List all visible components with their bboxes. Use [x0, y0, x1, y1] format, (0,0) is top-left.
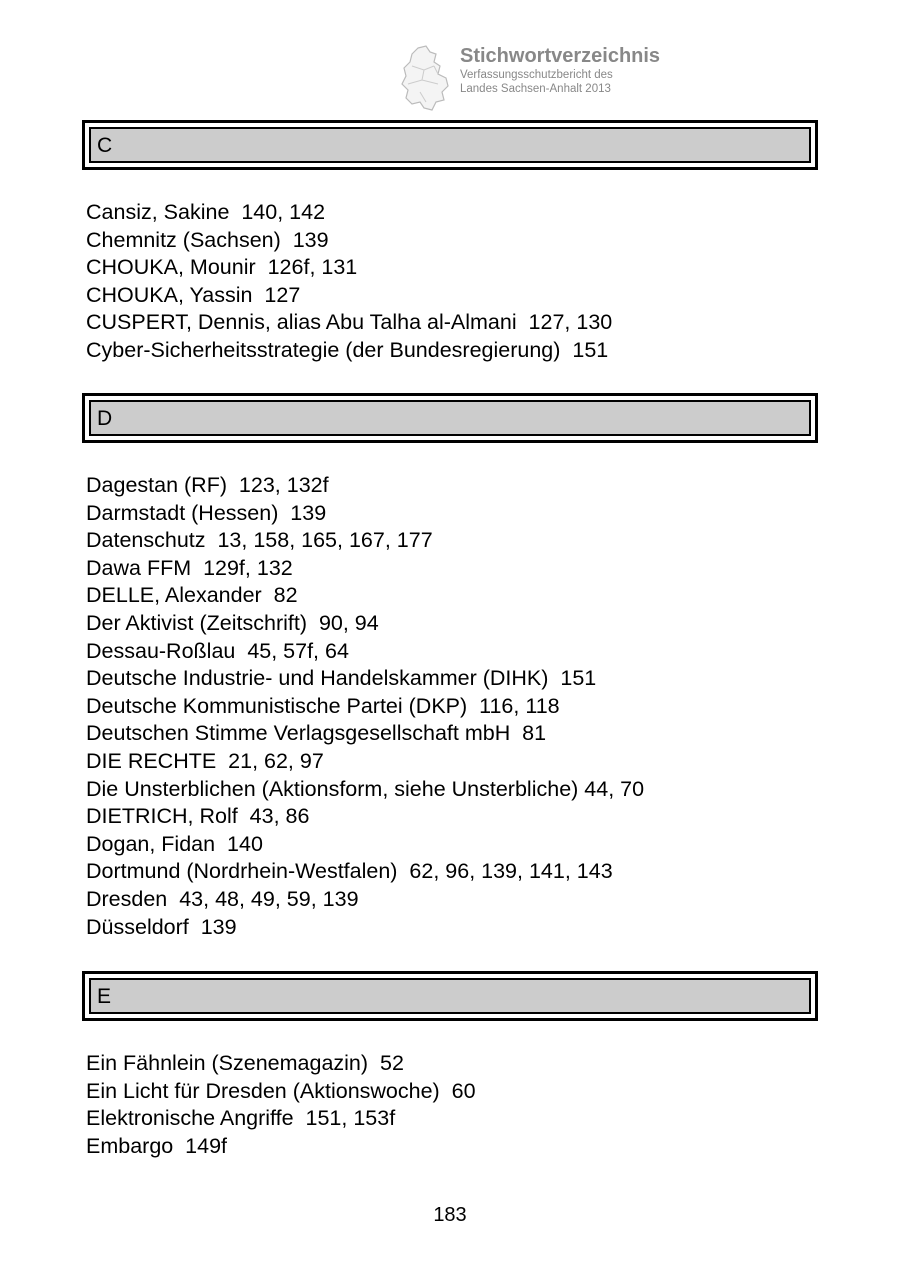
section-header-c	[82, 120, 818, 170]
header-subtitle-line1: Verfassungsschutzbericht des	[460, 69, 613, 81]
section-letter: D	[97, 407, 113, 430]
index-entry: CHOUKA, Mounir 126f, 131	[86, 255, 358, 280]
index-entry: Elektronische Angriffe 151, 153f	[86, 1106, 396, 1131]
section-header-bar	[89, 127, 811, 163]
index-entry: Deutschen Stimme Verlagsgesellschaft mbH 81	[86, 721, 547, 746]
index-entry: Dogan, Fidan 140	[86, 831, 263, 856]
index-entry: Embargo 149f	[86, 1133, 228, 1158]
index-entry: Düsseldorf 139	[86, 914, 237, 939]
index-list-c	[86, 199, 612, 365]
index-entry: Dresden 43, 48, 49, 59, 139	[86, 886, 359, 911]
section-header-d	[82, 393, 818, 443]
section-header-bar	[89, 978, 811, 1014]
page-number: 183	[433, 1204, 467, 1226]
index-entry: DELLE, Alexander 82	[86, 583, 298, 608]
index-entry: CUSPERT, Dennis, alias Abu Talha al-Almani 127, 130	[86, 310, 613, 335]
index-entry: Der Aktivist (Zeitschrift) 90, 94	[86, 610, 379, 635]
index-entry: Deutsche Kommunistische Partei (DKP) 116, 118	[86, 693, 560, 718]
section-letter: E	[97, 985, 112, 1008]
index-entry: Chemnitz (Sachsen) 139	[86, 227, 329, 252]
index-entry: DIETRICH, Rolf 43, 86	[86, 804, 310, 829]
index-entry: Ein Licht für Dresden (Aktionswoche) 60	[86, 1078, 476, 1103]
index-entry: DIE RECHTE 21, 62, 97	[86, 748, 324, 773]
index-entry: Cyber-Sicherheitsstrategie (der Bundesregierung) 151	[86, 337, 609, 362]
index-entry: Dortmund (Nordrhein-Westfalen) 62, 96, 139, 141, 143	[86, 859, 613, 884]
index-entry: Ein Fähnlein (Szenemagazin) 52	[86, 1051, 404, 1075]
index-entry: Dawa FFM 129f, 132	[86, 555, 293, 580]
section-header-e	[82, 971, 818, 1021]
section-header-bar	[89, 400, 811, 436]
section-letter: C	[97, 134, 113, 157]
index-entry: Dessau-Roßlau 45, 57f, 64	[86, 638, 349, 663]
index-entry: Deutsche Industrie- und Handelskammer (DIHK) 151	[86, 666, 597, 691]
page-header	[396, 44, 716, 114]
header-title: Stichwortverzeichnis	[460, 45, 661, 67]
index-entry: Datenschutz 13, 158, 165, 167, 177	[86, 528, 433, 553]
index-entry: Dagestan (RF) 123, 132f	[86, 473, 329, 497]
header-subtitle-line2: Landes Sachsen-Anhalt 2013	[460, 83, 611, 95]
index-entry: CHOUKA, Yassin 127	[86, 282, 301, 307]
index-list-e	[86, 1050, 476, 1160]
index-entry: Cansiz, Sakine 140, 142	[86, 200, 326, 224]
index-entry: Darmstadt (Hessen) 139	[86, 500, 327, 525]
index-list-d	[86, 472, 644, 941]
index-entry: Die Unsterblichen (Aktionsform, siehe Unsterbliche) 44, 70	[86, 776, 645, 801]
sachsen-anhalt-map-icon	[396, 44, 456, 114]
